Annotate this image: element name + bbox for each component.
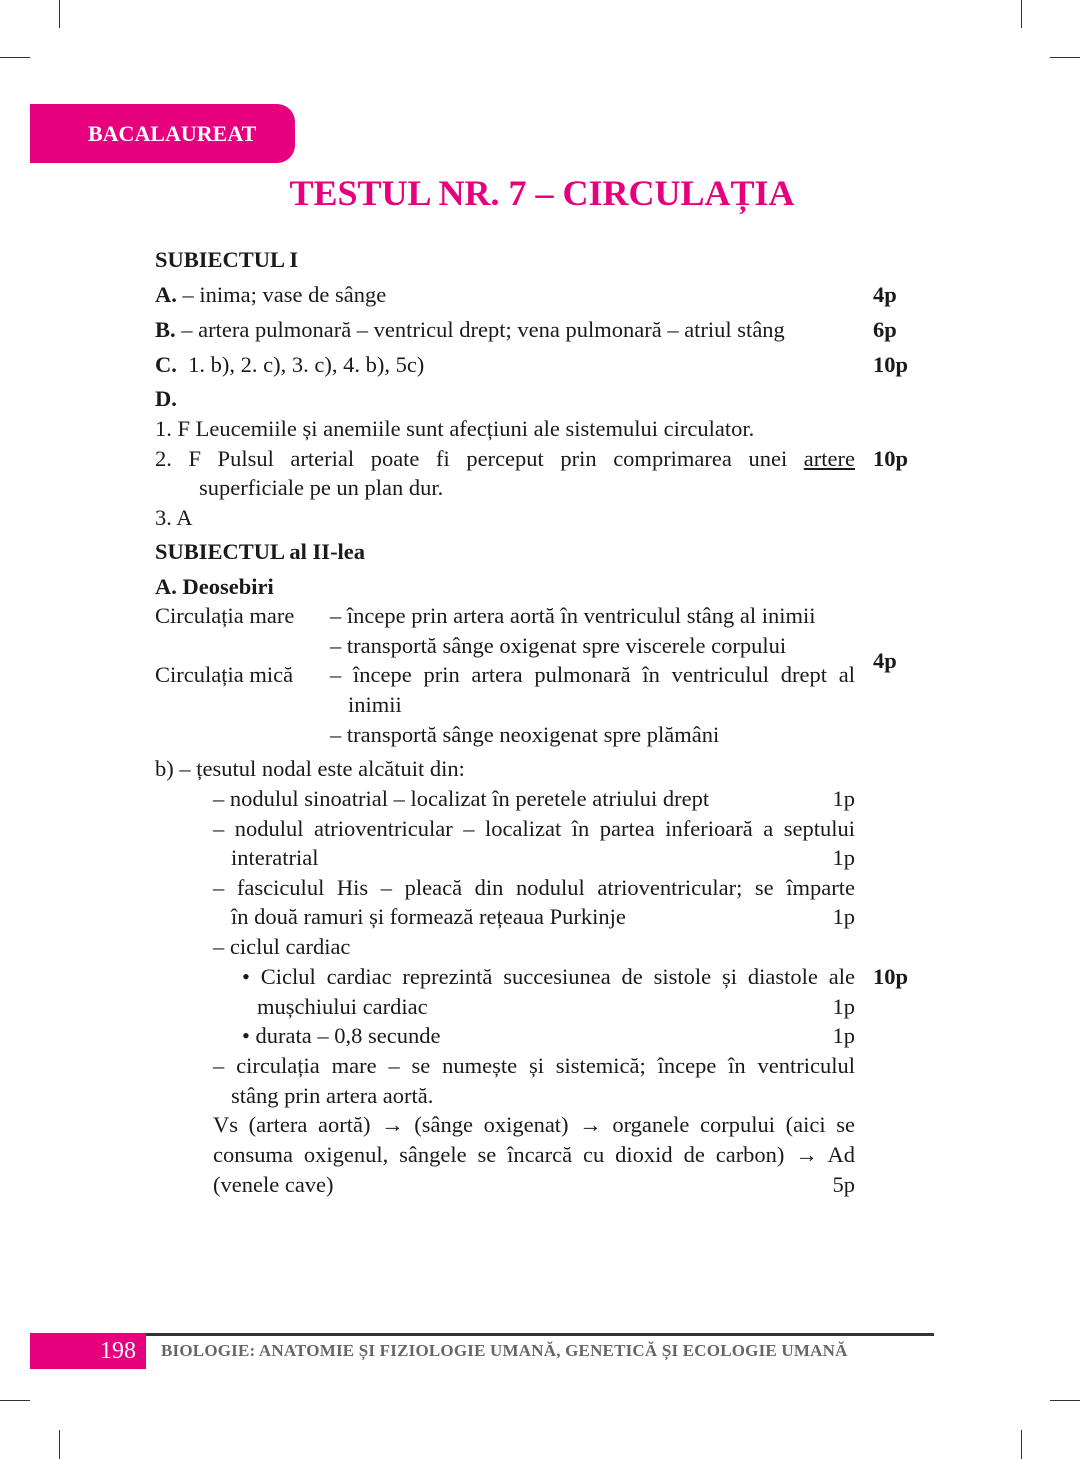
points: 4p	[873, 648, 897, 673]
cycle-1-cont: mușchiului cardiac	[257, 994, 428, 1019]
cycle-2: • durata – 0,8 secunde	[242, 1023, 441, 1048]
page-number: 198	[30, 1333, 146, 1369]
underlined-word: artere	[803, 446, 855, 471]
answer-c	[155, 351, 424, 379]
crop-mark	[1050, 57, 1080, 58]
text: 1. b), 2. c), 3. c), 4. b), 5c)	[176, 352, 425, 377]
crop-mark	[59, 0, 60, 28]
nod-4: – ciclul cardiac	[213, 934, 351, 959]
title-text: TESTUL NR. 7 – CIRCULAȚIA	[289, 173, 795, 213]
crop-mark	[1021, 0, 1022, 28]
label: B.	[155, 317, 176, 342]
points: 1p	[832, 845, 855, 870]
crop-mark	[0, 57, 30, 58]
subject-2-heading: SUBIECTUL al II-lea	[155, 539, 366, 564]
crop-mark	[1050, 1400, 1080, 1401]
points: 1p	[832, 1023, 855, 1048]
page-title	[0, 172, 1080, 214]
nod-5: – circulația mare – se numește și sistemică; începe în ventriculul	[213, 1053, 855, 1078]
points: 1p	[832, 904, 855, 929]
book-title: BIOLOGIE: ANATOMIE ȘI FIZIOLOGIE UMANĂ, GENETICĂ ȘI ECOLOGIE UMANĂ	[161, 1341, 848, 1360]
mica-1-cont: inimii	[348, 692, 402, 717]
section-a-heading: A. Deosebiri	[155, 574, 274, 599]
flow-2: consuma oxigenul, sângele se încarcă cu dioxid de carbon) → Ad	[213, 1142, 855, 1167]
mare-1: – începe prin artera aortă în ventriculul stâng al inimii	[330, 603, 816, 628]
answer-d-label: D.	[155, 386, 177, 411]
nod-2-cont: interatrial	[231, 845, 319, 870]
points: 1p	[832, 786, 855, 811]
section-badge: BACALAUREAT	[30, 104, 295, 163]
crop-mark	[0, 1400, 30, 1401]
crop-mark	[1021, 1430, 1022, 1459]
answer-d2	[155, 445, 855, 473]
points: 1p	[832, 994, 855, 1019]
nod-1: – nodulul sinoatrial – localizat în peretele atriului drept	[213, 786, 710, 811]
nod-3-cont: în două ramuri și formează rețeaua Purkinje	[231, 904, 626, 929]
flow-3: (venele cave)	[213, 1172, 334, 1197]
b-intro: b) – țesutul nodal este alcătuit din:	[155, 756, 465, 781]
flow-1: Vs (artera aortă) → (sânge oxigenat) → organele corpului (aici se	[213, 1112, 855, 1137]
text: – inima; vase de sânge	[176, 282, 387, 307]
text: – artera pulmonară – ventricul drept; vena pulmonară – atriul stâng	[175, 317, 785, 342]
points: 4p	[873, 282, 897, 307]
points: 10p	[873, 964, 909, 989]
answer-d3: 3. A	[155, 505, 193, 530]
answer-a	[155, 281, 386, 309]
label: A.	[155, 282, 177, 307]
mica-1: – începe prin artera pulmonară în ventriculul drept al	[330, 662, 855, 687]
points: 10p	[873, 446, 909, 471]
nod-3: – fasciculul His – pleacă din nodulul atrioventricular; se împarte	[213, 875, 855, 900]
mare-2: – transportă sânge oxigenat spre viscerele corpului	[330, 633, 787, 658]
points: 5p	[832, 1172, 855, 1197]
answer-d1: 1. F Leucemiile și anemiile sunt afecțiuni ale sistemului circulator.	[155, 416, 755, 441]
crop-mark	[59, 1430, 60, 1459]
nod-5-cont: stâng prin artera aortă.	[231, 1083, 434, 1108]
footer-rule	[30, 1333, 934, 1336]
nod-2: – nodulul atrioventricular – localizat în partea inferioară a septului	[213, 816, 855, 841]
label-mica: Circulația mică	[155, 662, 294, 687]
points: 10p	[873, 352, 909, 377]
cycle-1: • Ciclul cardiac reprezintă succesiunea de sistole și diastole ale	[242, 964, 855, 989]
mica-2: – transportă sânge neoxigenat spre plămâni	[330, 722, 720, 747]
subject-1-heading: SUBIECTUL I	[155, 247, 299, 272]
label: C.	[155, 352, 177, 377]
answer-d2-cont: superficiale pe un plan dur.	[199, 475, 444, 500]
points: 6p	[873, 317, 897, 342]
answer-b	[155, 316, 785, 344]
text: 2. F Pulsul arterial poate fi perceput prin comprimarea unei	[155, 446, 804, 471]
label-mare: Circulația mare	[155, 603, 295, 628]
